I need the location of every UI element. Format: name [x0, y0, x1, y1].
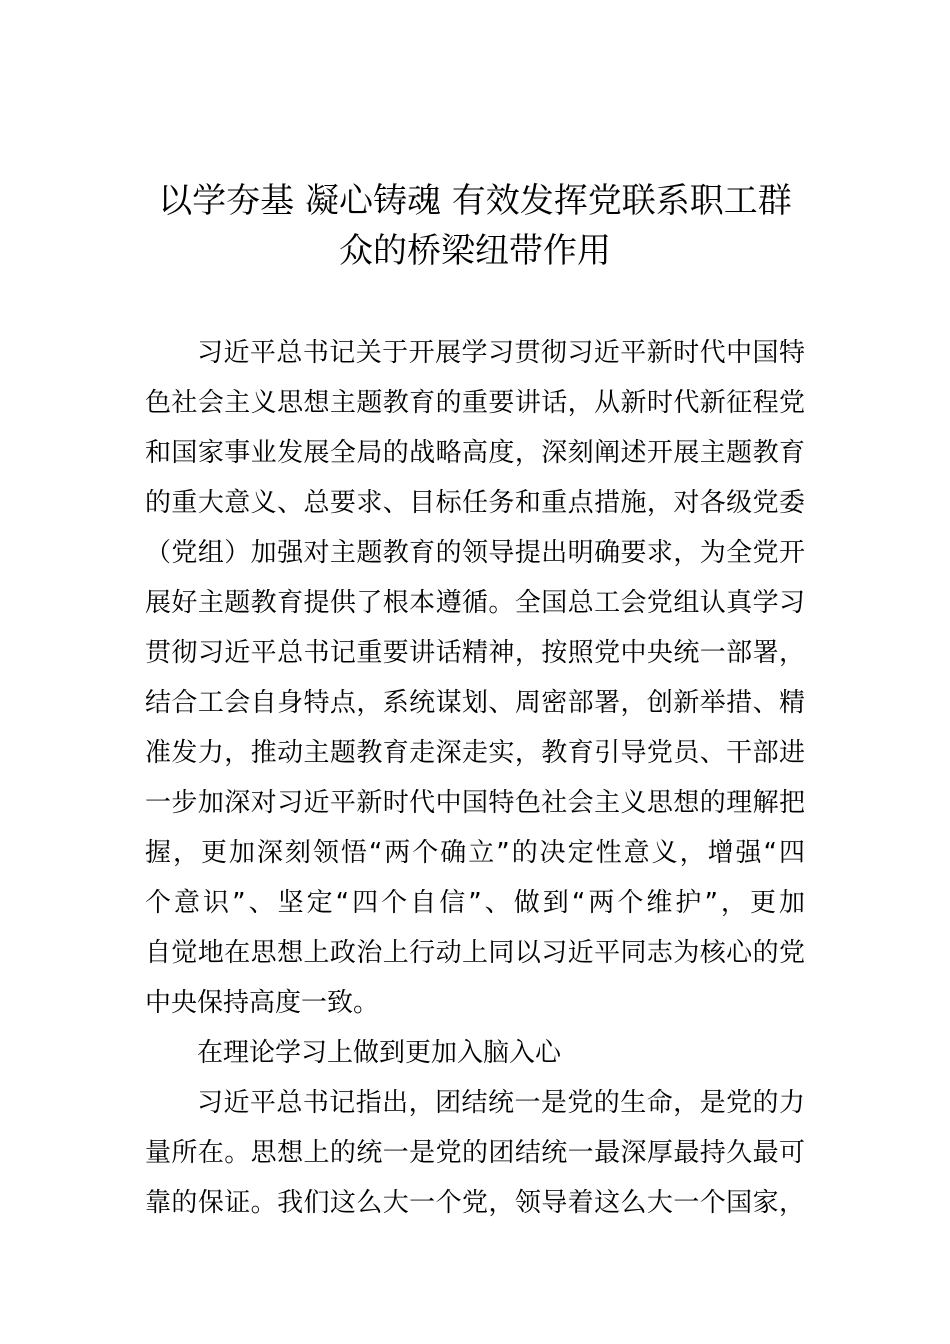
document-body — [145, 328, 805, 1228]
paragraph-line: 展好主题教育提供了根本遵循。全国总工会党组认真学习 — [145, 588, 805, 618]
paragraph-line: 中央保持高度一致。 — [145, 988, 380, 1018]
paragraph-1 — [145, 328, 805, 1028]
paragraph-line: 准发力，推动主题教育走深走实，教育引导党员、干部进 — [145, 738, 805, 768]
paragraph-line: 结合工会自身特点，系统谋划、周密部署，创新举措、精 — [145, 688, 805, 718]
paragraph-line: 和国家事业发展全局的战略高度，深刻阐述开展主题教育 — [145, 438, 805, 468]
title-line-1: 以学夯基 凝心铸魂 有效发挥党联系职工群 — [158, 181, 792, 221]
paragraph-line: 握，更加深刻领悟“两个确立”的决定性意义，增强“四 — [145, 838, 805, 868]
paragraph-line: 一步加深对习近平新时代中国特色社会主义思想的理解把 — [145, 788, 805, 818]
paragraph-line: 自觉地在思想上政治上行动上同以习近平同志为核心的党 — [145, 938, 805, 968]
document-title — [130, 176, 820, 276]
paragraph-line: （党组）加强对主题教育的领导提出明确要求，为全党开 — [145, 538, 805, 568]
section-heading: 在理论学习上做到更加入脑入心 — [197, 1038, 562, 1068]
paragraph-line: 贯彻习近平总书记重要讲话精神，按照党中央统一部署， — [145, 638, 805, 668]
title-line-2: 众的桥梁纽带作用 — [339, 231, 611, 271]
paragraph-2 — [145, 1078, 805, 1228]
paragraph-line: 色社会主义思想主题教育的重要讲话，从新时代新征程党 — [145, 388, 805, 418]
paragraph-line: 量所在。思想上的统一是党的团结统一最深厚最持久最可 — [145, 1138, 805, 1168]
paragraph-line: 的重大意义、总要求、目标任务和重点措施，对各级党委 — [145, 488, 805, 518]
paragraph-line: 靠的保证。我们这么大一个党，领导着这么大一个国家， — [145, 1188, 805, 1218]
paragraph-line: 习近平总书记关于开展学习贯彻习近平新时代中国特 — [197, 338, 805, 368]
paragraph-line: 个意识”、坚定“四个自信”、做到“两个维护”，更加 — [145, 888, 805, 918]
paragraph-line: 习近平总书记指出，团结统一是党的生命，是党的力 — [197, 1088, 805, 1118]
